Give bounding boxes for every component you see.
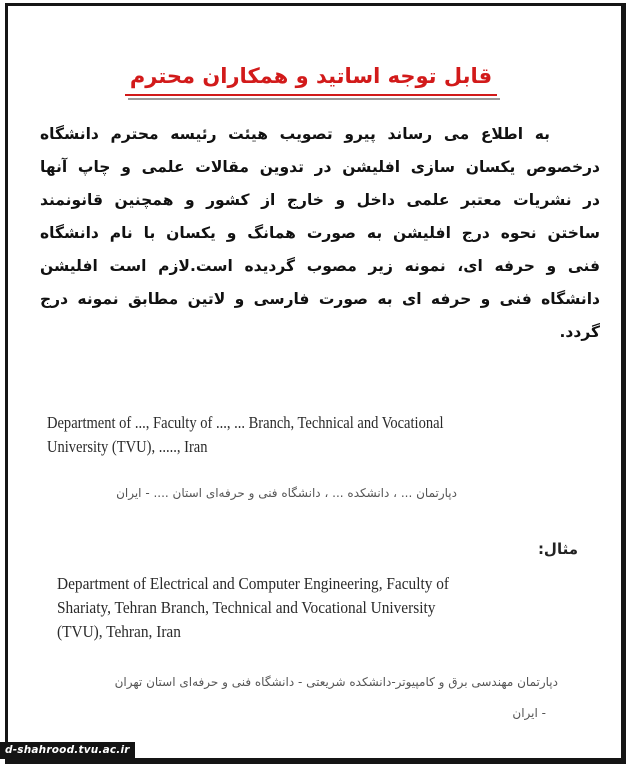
example-persian-line: دپارتمان مهندسی برق و کامپیوتر-دانشکده شریعتی - دانشگاه فنی و حرفه‌ای استان تهران <box>114 675 558 689</box>
paragraph-line: به اطلاع می رساند پیرو تصویب هیئت رئیسه محترم دانشگاه <box>40 125 550 143</box>
page-title: قابل توجه اساتید و همکاران محترم <box>125 64 497 96</box>
paragraph-line: ساختن نحوه درج افلیشن به صورت همانگ و یکسان با نام دانشگاه <box>40 224 600 242</box>
paragraph-line: دانشگاه فنی و حرفه ای به صورت فارسی و لاتین مطابق نمونه درج <box>40 290 600 308</box>
example-english-line: Department of Electrical and Computer Engineering, Faculty of <box>57 574 450 593</box>
example-english-line: Shariaty, Tehran Branch, Technical and Vocational University <box>57 598 436 617</box>
example-label: مثال: <box>537 540 578 558</box>
title-underline-shadow <box>128 98 500 100</box>
paragraph-line: در نشریات معتبر علمی داخل و خارج از کشور و همچنین قانونمند <box>40 191 600 209</box>
template-english-line: University (TVU), ....., Iran <box>47 437 208 456</box>
announcement-paragraph <box>40 118 600 349</box>
paragraph-line: گردد. <box>559 323 600 341</box>
site-watermark: d-shahrood.tvu.ac.ir <box>0 742 135 759</box>
affiliation-template-english <box>47 411 444 459</box>
affiliation-example-english <box>57 572 449 644</box>
paragraph-line: درخصوص یکسان سازی افلیشن در تدوین مقالات علمی و چاپ آنها <box>40 158 600 176</box>
example-english-line: (TVU), Tehran, Iran <box>57 622 181 641</box>
example-persian-line: - ایران <box>512 706 546 720</box>
affiliation-template-persian: دپارتمان ... ، دانشکده ... ، دانشگاه فنی و حرفه‌ای استان .... - ایران <box>116 486 457 500</box>
paragraph-line: فنی و حرفه ای، نمونه زیر مصوب گردیده است.لازم است افلیشن <box>40 257 600 275</box>
template-english-line: Department of ..., Faculty of ..., ... Branch, Technical and Vocational <box>47 413 444 432</box>
